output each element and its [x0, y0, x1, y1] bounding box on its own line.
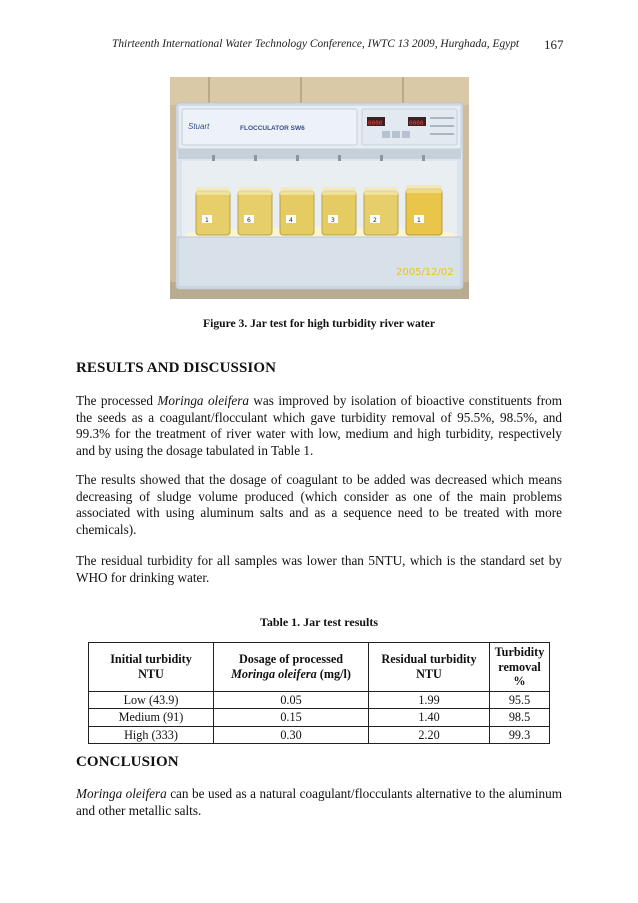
flocculator-label: FLOCCULATOR SW6 [240, 125, 305, 132]
table-header-cell: Dosage of processed Moringa oleifera (mg/l) [214, 643, 369, 692]
table-header-row [89, 643, 550, 692]
section-heading-conclusion: CONCLUSION [76, 754, 179, 770]
table-row [89, 726, 550, 744]
table-header-cell: Initial turbidity NTU [89, 643, 214, 692]
svg-text:1: 1 [205, 217, 209, 224]
table-cell: 95.5 [490, 691, 550, 709]
paragraph-conclusion: Moringa oleifera can be used as a natural coagulant/flocculants alternative to the aluminum and other metallic salts. [76, 786, 562, 818]
table-cell: 1.99 [369, 691, 490, 709]
table-cell: 0.05 [214, 691, 369, 709]
svg-text:6: 6 [247, 217, 251, 224]
table-cell: High (333) [89, 726, 214, 744]
svg-text:0000: 0000 [409, 120, 424, 127]
jar-test-photo [170, 77, 469, 299]
svg-text:0000: 0000 [368, 120, 383, 127]
paragraph-results-3: The residual turbidity for all samples was lower than 5NTU, which is the standard set by WHO for drinking water. [76, 553, 562, 585]
table-header-cell: Residual turbidity NTU [369, 643, 490, 692]
page-number: 167 [544, 37, 564, 52]
table-cell: 99.3 [490, 726, 550, 744]
running-header: Thirteenth International Water Technology Conference, IWTC 13 2009, Hurghada, Egypt [112, 38, 520, 50]
table-row [89, 709, 550, 727]
table-cell: 1.40 [369, 709, 490, 727]
svg-text:2: 2 [373, 217, 377, 224]
table-cell: Low (43.9) [89, 691, 214, 709]
table-cell: 98.5 [490, 709, 550, 727]
jar-test-results-table [88, 642, 550, 744]
table-cell: 0.15 [214, 709, 369, 727]
figure-caption: Figure 3. Jar test for high turbidity river water [203, 317, 435, 330]
table-row [89, 691, 550, 709]
brand-label: Stuart [188, 122, 210, 131]
svg-text:4: 4 [289, 217, 293, 224]
section-heading-results: RESULTS AND DISCUSSION [76, 360, 277, 376]
table-cell: 0.30 [214, 726, 369, 744]
table-header-cell: Turbidity removal % [490, 643, 550, 692]
table-cell: Medium (91) [89, 709, 214, 727]
svg-text:1: 1 [417, 217, 421, 224]
table-caption: Table 1. Jar test results [259, 615, 379, 629]
table-cell: 2.20 [369, 726, 490, 744]
paragraph-results-2: The results showed that the dosage of coagulant to be added was decreased which means decreasing of sludge volume produced (which consider as one of the main problems associated with using aluminum salts and as a sequence need to be treated with more chemicals). [76, 472, 562, 537]
paragraph-results-1: The processed Moringa oleifera was improved by isolation of bioactive constituents from the seeds as a coagulant/flocculant which gave turbidity removal of 95.5%, 98.5%, and 99.3% for the treatment of river water with low, medium and high turbidity, respectively and by using the dosage tabulated in Table 1. [76, 393, 562, 458]
date-stamp: 2005/12/02 [396, 267, 454, 278]
svg-text:3: 3 [331, 217, 335, 224]
